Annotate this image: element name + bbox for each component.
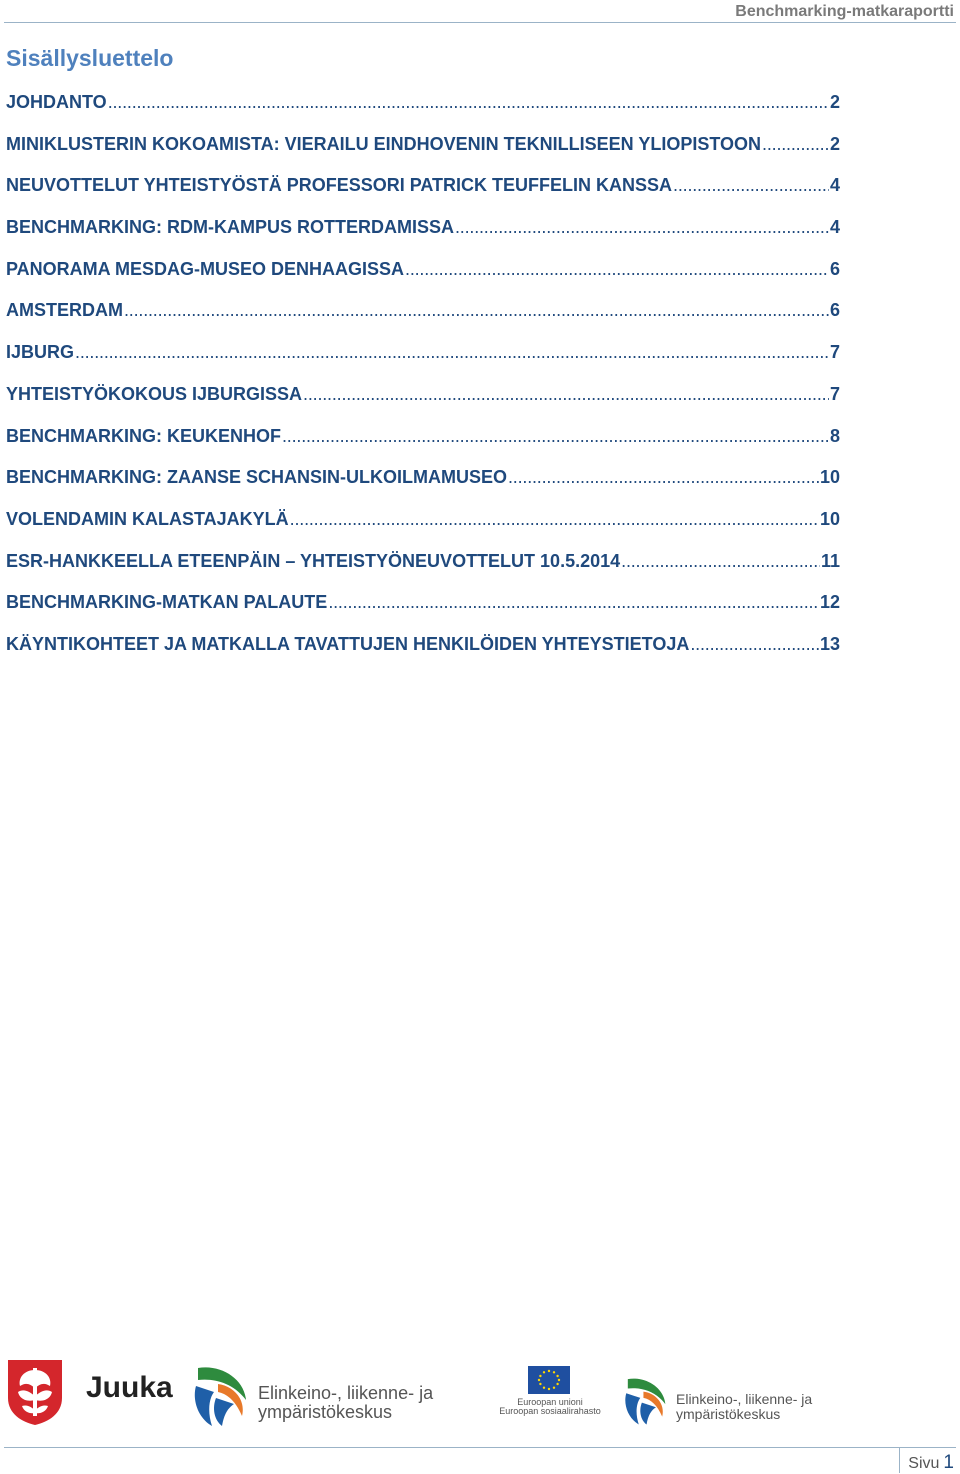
toc-entry-title: VOLENDAMIN KALASTAJAKYLÄ <box>6 508 289 529</box>
toc-dot-leader <box>455 217 829 238</box>
toc-entry-title: JOHDANTO <box>6 92 107 112</box>
toc-entry-title: NEUVOTTELUT YHTEISTYÖSTÄ PROFESSORI PATRICK TEUFFELIN KANSSA <box>6 175 673 196</box>
toc-entry-title: MINIKLUSTERIN KOKOAMISTA: VIERAILU EINDHOVENIN TEKNILLISEEN YLIOPISTOON <box>6 133 762 154</box>
toc-dot-leader <box>762 134 829 155</box>
juuka-logo-text: Juuka <box>86 1371 173 1404</box>
toc-entry-title: BENCHMARKING: ZAANSE SCHANSIN-ULKOILMAMUSEO <box>6 467 507 488</box>
toc-dot-leader <box>290 509 819 530</box>
toc-entry[interactable] <box>6 592 840 634</box>
table-of-contents <box>6 92 840 676</box>
toc-entry[interactable] <box>6 300 840 342</box>
toc-entry[interactable] <box>6 175 840 217</box>
toc-entry[interactable] <box>6 342 840 384</box>
toc-entry[interactable] <box>6 134 840 176</box>
toc-entry-page: 10 <box>819 508 840 529</box>
footer-page-label: Sivu <box>908 1455 940 1472</box>
header-title: Benchmarking-matkaraportti <box>735 3 954 20</box>
toc-entry-title: BENCHMARKING-MATKAN PALAUTE <box>6 592 328 613</box>
toc-entry-page: 8 <box>829 425 840 446</box>
toc-dot-leader <box>108 92 829 113</box>
toc-entry-page: 6 <box>829 300 840 321</box>
ely2-logo-line1: Elinkeino-, liikenne- ja <box>676 1391 813 1407</box>
ely-logo-line2: ympäristökeskus <box>258 1401 393 1422</box>
footer-page-value: 1 <box>943 1452 954 1473</box>
toc-heading: Sisällysluettelo <box>6 45 174 71</box>
eu-logo-line2: Euroopan sosiaalirahasto <box>499 1406 601 1417</box>
ely-centre-logo-2 <box>620 1376 670 1426</box>
footer-page-number <box>908 1452 954 1474</box>
ely2-logo-line2: ympäristökeskus <box>676 1405 781 1422</box>
footer-divider <box>4 1447 956 1448</box>
toc-dot-leader <box>282 426 829 447</box>
toc-entry[interactable] <box>6 92 840 134</box>
toc-entry[interactable] <box>6 509 840 551</box>
toc-entry-page: 7 <box>829 342 840 363</box>
juuka-coat-of-arms-logo <box>6 1358 64 1426</box>
toc-entry[interactable] <box>6 467 840 509</box>
toc-entry-page: 6 <box>829 258 840 279</box>
toc-dot-leader <box>621 551 820 572</box>
toc-entry[interactable] <box>6 217 840 259</box>
toc-entry-page: 4 <box>829 175 840 196</box>
toc-dot-leader <box>508 467 819 488</box>
toc-entry-title: IJBURG <box>6 342 75 363</box>
toc-entry[interactable] <box>6 551 840 593</box>
toc-entry-title: ESR-HANKKEELLA ETEENPÄIN – YHTEISTYÖNEUVOTTELUT 10.5.2014 <box>6 550 621 571</box>
toc-entry-title: BENCHMARKING: KEUKENHOF <box>6 425 281 446</box>
toc-entry-page: 10 <box>819 467 840 488</box>
toc-entry-title: YHTEISTYÖKOKOUS IJBURGISSA <box>6 383 303 404</box>
ely-centre-logo <box>188 1364 252 1428</box>
toc-entry[interactable] <box>6 259 840 301</box>
toc-dot-leader <box>303 384 829 405</box>
toc-entry-page: 7 <box>829 383 840 404</box>
toc-entry-page: 2 <box>829 92 840 112</box>
toc-dot-leader <box>405 259 829 280</box>
toc-dot-leader <box>673 175 829 196</box>
eu-flag-logo <box>528 1366 570 1394</box>
toc-entry-page: 12 <box>819 592 840 613</box>
toc-entry-page: 2 <box>829 133 840 154</box>
toc-entry[interactable] <box>6 426 840 468</box>
toc-entry-title: KÄYNTIKOHTEET JA MATKALLA TAVATTUJEN HENKILÖIDEN YHTEYSTIETOJA <box>6 633 690 654</box>
ely-logo-line1: Elinkeino-, liikenne- ja <box>258 1383 434 1403</box>
toc-entry-page: 11 <box>820 550 840 571</box>
header-divider <box>4 22 956 23</box>
footer-logos <box>0 1350 960 1440</box>
toc-entry[interactable] <box>6 634 840 676</box>
toc-entry-page: 4 <box>829 217 840 238</box>
eu-logo-line1: Euroopan unioni <box>517 1397 583 1407</box>
toc-dot-leader <box>75 342 829 363</box>
toc-entry-page: 13 <box>819 633 840 654</box>
toc-dot-leader <box>328 592 819 613</box>
toc-dot-leader <box>690 634 819 655</box>
toc-dot-leader <box>124 300 829 321</box>
toc-entry-title: PANORAMA MESDAG-MUSEO DENHAAGISSA <box>6 258 405 279</box>
toc-entry-title: AMSTERDAM <box>6 300 123 321</box>
toc-entry[interactable] <box>6 384 840 426</box>
toc-entry-title: BENCHMARKING: RDM-KAMPUS ROTTERDAMISSA <box>6 217 454 238</box>
